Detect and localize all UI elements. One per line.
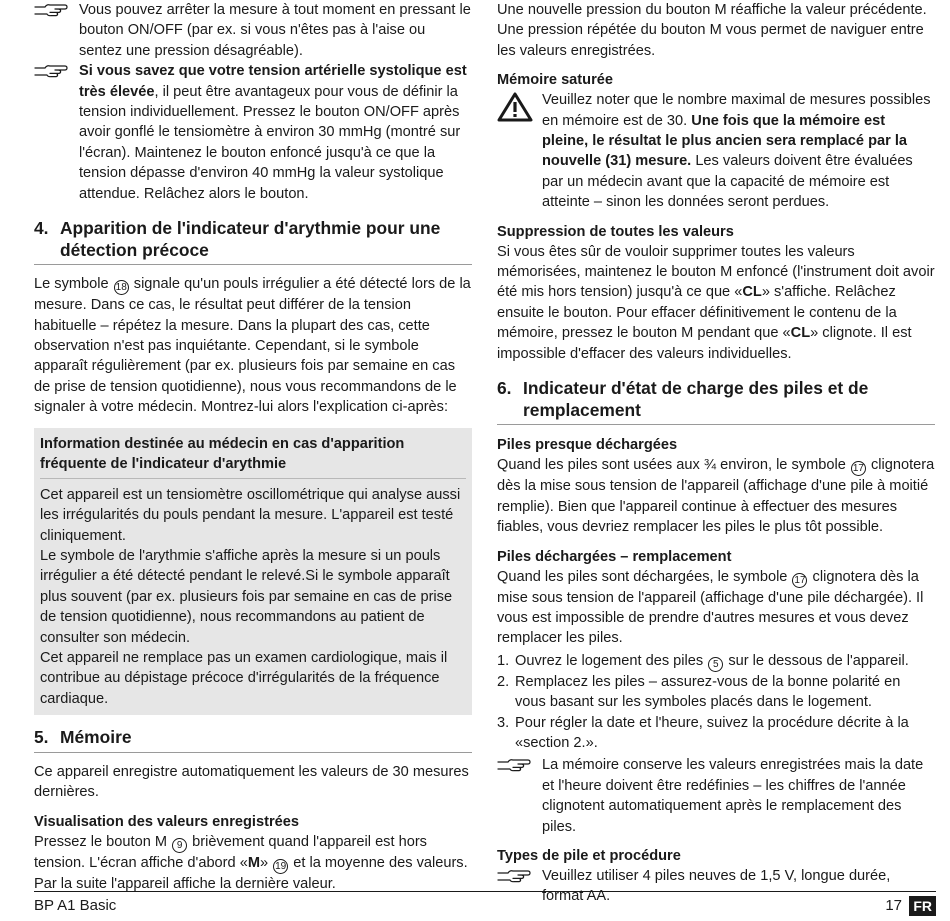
pointing-hand-icon xyxy=(497,755,542,779)
pointing-hand-icon xyxy=(497,866,542,890)
tip-stop-measurement xyxy=(34,0,472,61)
section-5-number: 5. xyxy=(34,727,49,748)
tip-memory-kept-text: La mémoire conserve les valeurs enregistrées mais la date et l'heure doivent être redéfinies – les chiffres de l'année clignotent automatiquement après le remplacement des piles. xyxy=(542,757,924,835)
list-item xyxy=(497,713,935,754)
doctor-info-box xyxy=(34,428,472,715)
memory-full-text xyxy=(542,90,935,212)
button-m-ref: 9 xyxy=(172,838,187,853)
mem-warn-bold: Une fois que la mémoire est pleine, le résultat le plus ancien sera remplacé par la nouvelle (31) mesure. xyxy=(542,112,908,170)
memory-full-subheading: Mémoire saturée xyxy=(497,72,613,89)
view-text-a: Pressez le bouton M xyxy=(34,833,168,850)
section-5-title: Mémoire xyxy=(60,727,132,748)
warning-triangle-icon xyxy=(497,90,542,128)
section-4-title: Apparition de l'indicateur d'arythmie pour une détection précoce xyxy=(60,218,441,260)
delete-all-paragraph xyxy=(497,242,935,364)
battery-symbol-ref: 17 xyxy=(794,574,806,586)
list-item xyxy=(497,672,935,713)
memory-navigation-paragraph: Une nouvelle pression du bouton M réaffiche la valeur précédente. Une pression répétée du bouton M vous permet de naviguer entre les valeurs enregistrées. xyxy=(497,2,927,59)
low-text-a: Quand les piles sont usées aux ¾ environ, le symbole xyxy=(497,457,846,474)
language-badge: FR xyxy=(909,896,936,916)
page-number: 17 xyxy=(885,897,902,914)
tip-high-pressure-rest: , il peut être avantageux pour vous de définir la tension individuellement. Pressez le bouton ON/OFF après avoir gonflé le tensiomètre à environ 30 mmHg (montré sur l'écran). Maintenez le bouton enfoncé jusqu'à ce que la tension dépasse d'environ 40 mmHg la valeur systolique attendue. Relâchez alors le bouton. xyxy=(79,83,461,202)
section-4-paragraph xyxy=(34,274,472,417)
section-6-title: Indicateur d'état de charge des piles et de remplacement xyxy=(523,378,869,420)
list-text: Remplacez les piles – assurez-vous de la bonne polarité en vous basant sur les symboles placés dans le logement. xyxy=(515,673,901,711)
delete-all-subheading: Suppression de toutes les valeurs xyxy=(497,223,734,240)
view-text-b: brièvement quand l'appareil est hors tension. L'écran affiche d'abord « xyxy=(34,833,427,871)
m-symbol: M xyxy=(247,854,260,871)
list-item xyxy=(497,651,935,672)
tip-high-pressure-text xyxy=(79,61,472,204)
empty-text-b: clignotera dès la mise sous tension de l'appareil (affichage d'une pile déchargée). Il vous est impossible de prendre d'autres mesures et vous devez remplacer les piles. xyxy=(497,568,924,647)
view-text-c: » xyxy=(260,854,269,871)
sec4-text-a: Le symbole xyxy=(34,276,109,293)
doctor-info-title: Information destinée au médecin en cas d'apparition fréquente de l'indicateur d'arythmie xyxy=(40,434,466,479)
low-text-b: clignotera dès la mise sous tension de l'appareil (affichage d'une pile à moitié remplie). Bien que l'appareil continue à effectuer des mesures fiables, vous devriez remplacer les piles le plus tôt possible. xyxy=(497,457,935,536)
tip-memory-kept xyxy=(497,755,935,837)
mem-warn-a: Veuillez noter que le nombre maximal de mesures possibles en mémoire est de 30. xyxy=(542,92,931,129)
battery-types-subheading: Types de pile et procédure xyxy=(497,847,681,864)
section-4-heading xyxy=(34,218,472,265)
left-column xyxy=(34,0,472,894)
tip-stop-text: Vous pouvez arrêter la mesure à tout moment en pressant le bouton ON/OFF (par ex. si vous n'êtes pas à l'aise ou sentez une pression désagréable). xyxy=(79,2,471,59)
battery-symbol-ref: 17 xyxy=(852,463,864,475)
doctor-info-p1: Cet appareil est un tensiomètre oscillométrique qui analyse aussi les irrégularités du pouls pendant la mesure. L'appareil est testé cliniquement. xyxy=(40,486,461,544)
low-battery-paragraph xyxy=(497,455,935,537)
page-footer xyxy=(34,891,936,921)
pointing-hand-icon xyxy=(34,61,79,85)
mem-warn-b: Les valeurs doivent être évaluées par un médecin avant que la capacité de mémoire est atteinte – sinon les données seront perdues. xyxy=(542,153,913,211)
pointing-hand-icon xyxy=(34,0,79,24)
step1-text-b: sur le dessous de l'appareil. xyxy=(728,652,909,669)
del-text-a: Si vous êtes sûr de vouloir supprimer toutes les valeurs mémorisées, maintenez le bouton M enfoncé (l'instrument doit avoir été mis hors tension) jusqu'à ce que « xyxy=(497,243,935,301)
list-number: 1. xyxy=(497,652,510,669)
del-text-c: » clignote. Il est impossible d'effacer des valeurs individuelles. xyxy=(497,325,912,362)
battery-compartment-ref: 5 xyxy=(708,657,723,672)
tip-high-pressure xyxy=(34,61,472,204)
memory-full-warning xyxy=(497,90,935,212)
list-number: 2. xyxy=(497,673,510,690)
sec4-text-b: signale qu'un pouls irrégulier a été détecté lors de la mesure. Dans ce cas, le résultat peut différer de la tension habituelle – répétez la mesure. Dans la plupart des cas, cette observation n'est pas inquiétante. Cependant, si le symbole apparaît régulièrement (par ex. plusieurs fois par semaine en cas de prise de tension quotidienne), nous vous recommandons de le signaler à votre médecin. Montrez-lui alors l'explication ci-après: xyxy=(34,276,471,416)
list-text: Pour régler la date et l'heure, suivez la procédure décrite à la «section 2.». xyxy=(515,714,909,751)
tip-battery-types-text: Veuillez utiliser 4 piles neuves de 1,5 V, longue durée, format AA. xyxy=(542,867,891,905)
tip-high-pressure-bold: Si vous savez que votre tension artérielle systolique est très élevée xyxy=(79,63,467,100)
list-number: 3. xyxy=(497,714,510,731)
step1-text-a: Ouvrez le logement des piles xyxy=(515,652,704,669)
cl-symbol: CL xyxy=(790,325,811,342)
empty-battery-paragraph xyxy=(497,567,935,649)
doctor-info-p3: Cet appareil ne remplace pas un examen cardiologique, mais il contribue au dépistage précoce d'irrégularités de la fréquence cardiaque. xyxy=(40,649,448,707)
section-6-heading xyxy=(497,378,935,425)
section-5-paragraph: Ce appareil enregistre automatiquement les valeurs de 30 mesures dernières. xyxy=(34,763,469,801)
view-values-subheading: Visualisation des valeurs enregistrées xyxy=(34,813,299,830)
right-column xyxy=(497,0,935,907)
average-symbol-ref: 19 xyxy=(275,860,287,872)
arrhythmia-symbol-ref: 18 xyxy=(115,282,127,294)
view-values-paragraph xyxy=(34,832,472,894)
empty-text-a: Quand les piles sont déchargées, le symbole xyxy=(497,568,788,585)
footer-brand: BP A1 Basic xyxy=(34,897,117,914)
list-text xyxy=(515,651,935,672)
section-5-heading xyxy=(34,727,472,753)
low-battery-subheading: Piles presque déchargées xyxy=(497,437,678,454)
doctor-info-p2: Le symbole de l'arythmie s'affiche après la mesure si un pouls irrégulier a été détecté pendant le relevé.Si le symbole apparaît plus souvent (par ex. plusieurs fois par semaine en cas de prise de tension quotidienne), nous recommandons au patient de consulter son médecin. xyxy=(40,547,453,646)
view-text-d: et la moyenne des valeurs. Par la suite l'appareil affiche la dernière valeur. xyxy=(34,854,468,892)
section-6-number: 6. xyxy=(497,378,512,399)
section-4-number: 4. xyxy=(34,218,49,239)
cl-symbol: CL xyxy=(742,284,762,301)
del-text-b: » s'affiche. Relâchez ensuite le bouton. Pour effacer définitivement le contenu de la mémoire, pressez le bouton M pendant que « xyxy=(497,284,897,342)
empty-battery-subheading: Piles déchargées – remplacement xyxy=(497,548,732,565)
